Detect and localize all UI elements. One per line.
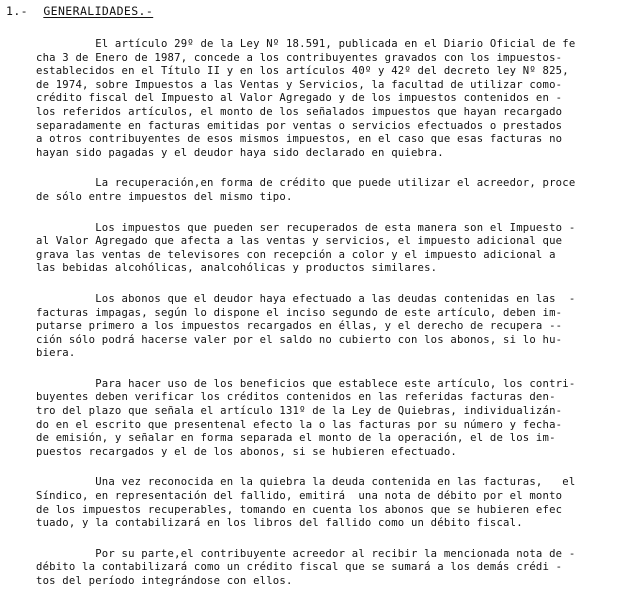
section-title: GENERALIDADES.- (43, 4, 154, 18)
text-line: las bebidas alcohólicas, analcohólicas y productos similares. (36, 262, 438, 275)
section-number: 1.- (6, 4, 28, 18)
text-line: separadamente en facturas emitidas por ventas o servicios efectuados o prestados (36, 119, 563, 132)
text-line: Los impuestos que pueden ser recuperados de esta manera son el Impuesto - (36, 221, 576, 234)
text-line: crédito fiscal del Impuesto al Valor Agregado y de los impuestos contenidos en - (36, 92, 563, 105)
paragraph-sindico (36, 476, 626, 530)
text-line: a otros contribuyentes de esos mismos impuestos, en el caso que esas facturas no (36, 133, 563, 146)
text-line: los referidos artículos, el monto de los señalados impuestos que hayan recargado (36, 105, 563, 118)
text-line: tuado, y la contabilizará en los libros del fallido como un débito fiscal. (36, 517, 523, 530)
text-line: tro del plazo que señala el artículo 131º de la Ley de Quiebras, individualizán- (36, 405, 563, 418)
text-line: al Valor Agregado que afecta a las ventas y servicios, el impuesto adicional que (36, 235, 563, 248)
text-line: tos del período integrándose con ellos. (36, 575, 293, 587)
text-line: biera. (36, 347, 76, 360)
text-line: cha 3 de Enero de 1987, concede a los contribuyentes gravados con los impuestos- (36, 51, 563, 64)
text-line: Por su parte,el contribuyente acreedor al recibir la mencionada nota de - (36, 547, 576, 560)
text-line: ción sólo podrá hacerse valer por el saldo no cubierto con los abonos, si lo hu- (36, 333, 563, 346)
text-line: de 1974, sobre Impuestos a las Ventas y Servicios, la facultad de utilizar como- (36, 78, 563, 91)
text-line: Para hacer uso de los beneficios que establece este artículo, los contri- (36, 377, 576, 390)
text-line: grava las ventas de televisores con recepción a color y el impuesto adicional a (36, 248, 556, 261)
paragraph-recuperacion (36, 177, 626, 204)
section-heading (6, 4, 153, 22)
text-line: Los abonos que el deudor haya efectuado a las deudas contenidas en las - (36, 292, 576, 305)
paragraph-abonos (36, 293, 626, 361)
text-line: buyentes deben verificar los créditos contenidos en las referidas facturas den- (36, 391, 556, 404)
text-line: establecidos en el Título II y en los artículos 40º y 42º del decreto ley Nº 825, (36, 65, 569, 78)
text-line: La recuperación,en forma de crédito que puede utilizar el acreedor, proce (36, 177, 576, 190)
text-line: putarse primero a los impuestos recargados en éllas, y el derecho de recupera -- (36, 320, 563, 333)
document-body (36, 38, 626, 606)
paragraph-contribuyente-acreedor (36, 548, 626, 589)
text-line: puestos recargados y el de los abonos, si se hubieren efectuado. (36, 445, 457, 458)
text-line: do en el escrito que presentenal efecto la o las facturas por su número y fecha- (36, 418, 563, 431)
text-line: Síndico, en representación del fallido, emitirá una nota de débito por el monto (36, 490, 563, 503)
text-line: El artículo 29º de la Ley Nº 18.591, publicada en el Diario Oficial de fe (36, 38, 576, 50)
paragraph-beneficios (36, 378, 626, 460)
text-line: de emisión, y señalar en forma separada el monto de la operación, el de los im- (36, 432, 556, 445)
text-line: de los impuestos recuperables, tomando en cuenta los abonos que se hubieren efec (36, 503, 563, 516)
text-line: hayan sido pagadas y el deudor haya sido declarado en quiebra. (36, 146, 444, 159)
text-line: Una vez reconocida en la quiebra la deuda contenida en las facturas, el (36, 476, 576, 489)
paragraph-impuestos-recuperables (36, 222, 626, 276)
text-line: de sólo entre impuestos del mismo tipo. (36, 190, 293, 203)
text-line: facturas impagas, según lo dispone el inciso segundo de este artículo, deben im- (36, 306, 563, 319)
paragraph-article-29 (36, 38, 626, 160)
text-line: débito la contabilizará como un crédito fiscal que se sumará a los demás crédi - (36, 561, 563, 574)
